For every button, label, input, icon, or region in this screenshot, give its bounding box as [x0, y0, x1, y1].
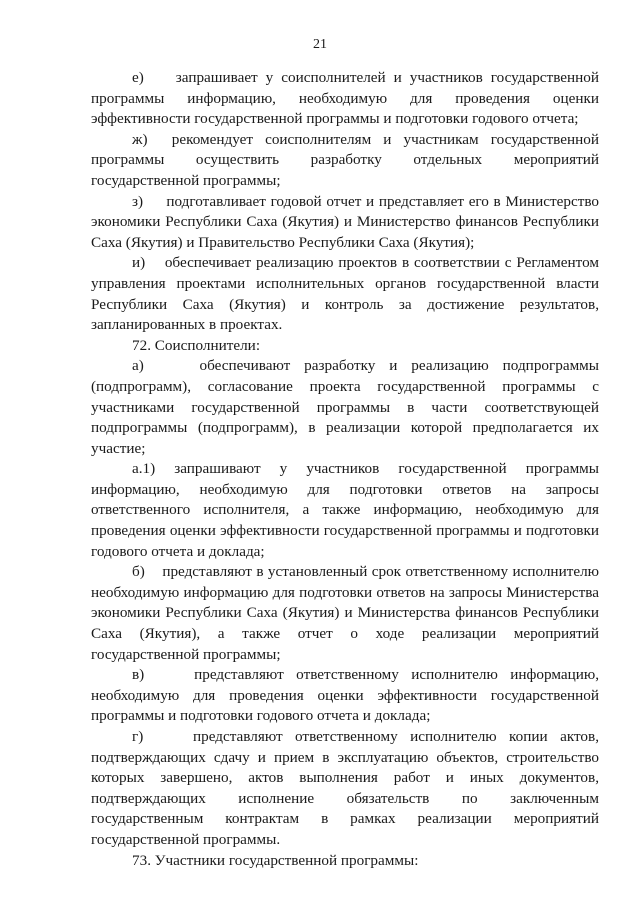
- paragraph-g-submits-acts: г) представляют ответственному исполнителю копии актов, подтверждающих сдачу и прием в эксплуатацию объектов, строительство которых завершено, актов выполнения работ и иных документов, подтверждающих исполнение обязательств по заключенным государственным контрактам в рамках реализации мероприятий государственной программы.: [91, 728, 599, 848]
- paragraph-e-requests-info: е) запрашивает у соисполнителей и участников государственной программы информацию, необходимую для проведения оценки эффективности государственной программы и подготовки годового отчета;: [91, 69, 599, 128]
- section-73-heading: 73. Участники государственной программы:: [132, 851, 419, 869]
- section-72-heading: 72. Соисполнители:: [132, 336, 261, 354]
- paragraph-z-annual-report: з) подготавливает годовой отчет и представляет его в Министерство экономики Республики Саха (Якутия) и Министерство финансов Республики Саха (Якутия) и Правительство Республики Саха (Якутия);: [91, 192, 599, 251]
- paragraph-b-submits: б) представляют в установленный срок ответственному исполнителю необходимую информацию для подготовки ответов на запросы Министерства экономики Республики Саха (Якутия) и Министерства финансов Республики Саха (Якутия), а также отчет о ходе реализации мероприятий государственной программы;: [91, 563, 599, 663]
- paragraph-a-subprograms: а) обеспечивают разработку и реализацию подпрограммы (подпрограмм), согласование проекта государственной программы с участниками государственной программы в части соответствующей подпрограммы (подпрограмм), в реализации которой предполагается их участие;: [91, 357, 599, 457]
- paragraph-a1-requests: а.1) запрашивают у участников государственной программы информацию, необходимую для подготовки ответов на запросы ответственного исполнителя, а также информацию, необходимую для проведения оценки эффективности государственной программы и подготовки годового отчета и доклада;: [91, 460, 599, 560]
- document-body: [91, 68, 599, 871]
- page-number: 21: [313, 37, 327, 52]
- paragraph-zh-recommends: ж) рекомендует соисполнителям и участникам государственной программы осуществить разработку отдельных мероприятий государственной программы;: [91, 130, 599, 189]
- paragraph-v-submits-info: в) представляют ответственному исполнителю информацию, необходимую для проведения оценки эффективности государственной программы и подготовки годового отчета и доклада;: [91, 666, 599, 725]
- paragraph-i-projects: и) обеспечивает реализацию проектов в соответствии с Регламентом управления проектами исполнительных органов государственной власти Республики Саха (Якутия) и контроль за достижение результатов, запланированных в проектах.: [91, 254, 599, 334]
